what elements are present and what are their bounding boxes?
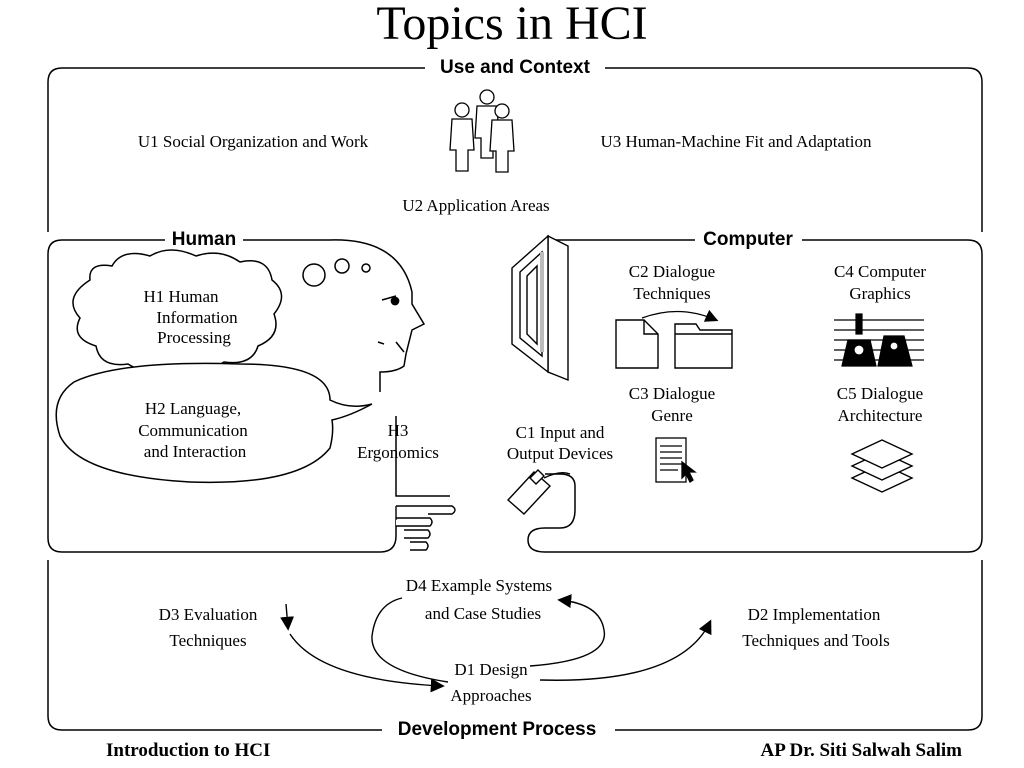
topic-c5-line2: Architecture <box>837 406 923 425</box>
mouse-icon <box>508 470 570 514</box>
topic-d1-line2: Approaches <box>450 686 532 705</box>
section-computer: Computer <box>703 229 793 250</box>
footer-course: Introduction to HCI <box>106 740 271 761</box>
topic-c1-line1: C1 Input and <box>515 423 605 442</box>
topic-h1-line3: Processing <box>157 328 231 347</box>
topic-u1: U1 Social Organization and Work <box>137 132 369 151</box>
topic-c4-line1: C4 Computer <box>833 262 927 281</box>
cursor-document-icon <box>656 438 695 482</box>
people-icon <box>450 90 514 172</box>
topic-u2: U2 Application Areas <box>402 196 550 215</box>
topic-d4-line1: D4 Example Systems <box>405 576 553 595</box>
footer-author: AP Dr. Siti Salwah Salim <box>760 740 962 761</box>
topic-h2-line3: and Interaction <box>143 442 247 461</box>
topic-c3-line2: Genre <box>651 406 693 425</box>
topic-h3-line2: Ergonomics <box>357 443 439 462</box>
topic-c1-line2: Output Devices <box>506 444 614 463</box>
section-human: Human <box>171 229 237 250</box>
topic-h2-line2: Communication <box>138 421 248 440</box>
pointing-hand-icon <box>396 506 455 550</box>
topic-h3-line1: H3 <box>387 421 409 440</box>
topic-d4-line2: and Case Studies <box>424 604 542 623</box>
topic-h1-line2: Information <box>156 308 238 327</box>
folder-icon <box>675 324 732 368</box>
topic-d3-line2: Techniques <box>169 631 247 650</box>
topic-h1-line1: H1 Human <box>143 287 219 306</box>
document-icon <box>616 320 658 368</box>
topic-d2-line1: D2 Implementation <box>747 605 881 624</box>
layers-icon <box>852 440 912 492</box>
topic-c2-line2: Techniques <box>633 284 711 303</box>
topic-c5-line1: C5 Dialogue <box>836 384 924 403</box>
section-use-context: Use and Context <box>440 57 590 78</box>
page-title: Topics in HCI <box>376 0 648 50</box>
topic-u3: U3 Human-Machine Fit and Adaptation <box>600 132 872 151</box>
monitor-icon <box>512 236 568 380</box>
topic-d1-line1: D1 Design <box>454 660 528 679</box>
section-development: Development Process <box>397 719 597 740</box>
topic-c2-line1: C2 Dialogue <box>628 262 716 281</box>
transfer-arrow <box>642 311 716 320</box>
topic-h2-line1: H2 Language, <box>144 399 242 418</box>
topic-c4-line2: Graphics <box>849 284 911 303</box>
topic-d2-line2: Techniques and Tools <box>742 631 890 650</box>
topic-c3-line1: C3 Dialogue <box>628 384 716 403</box>
graphics-icon <box>834 314 924 366</box>
topic-d3-line1: D3 Evaluation <box>158 605 258 624</box>
